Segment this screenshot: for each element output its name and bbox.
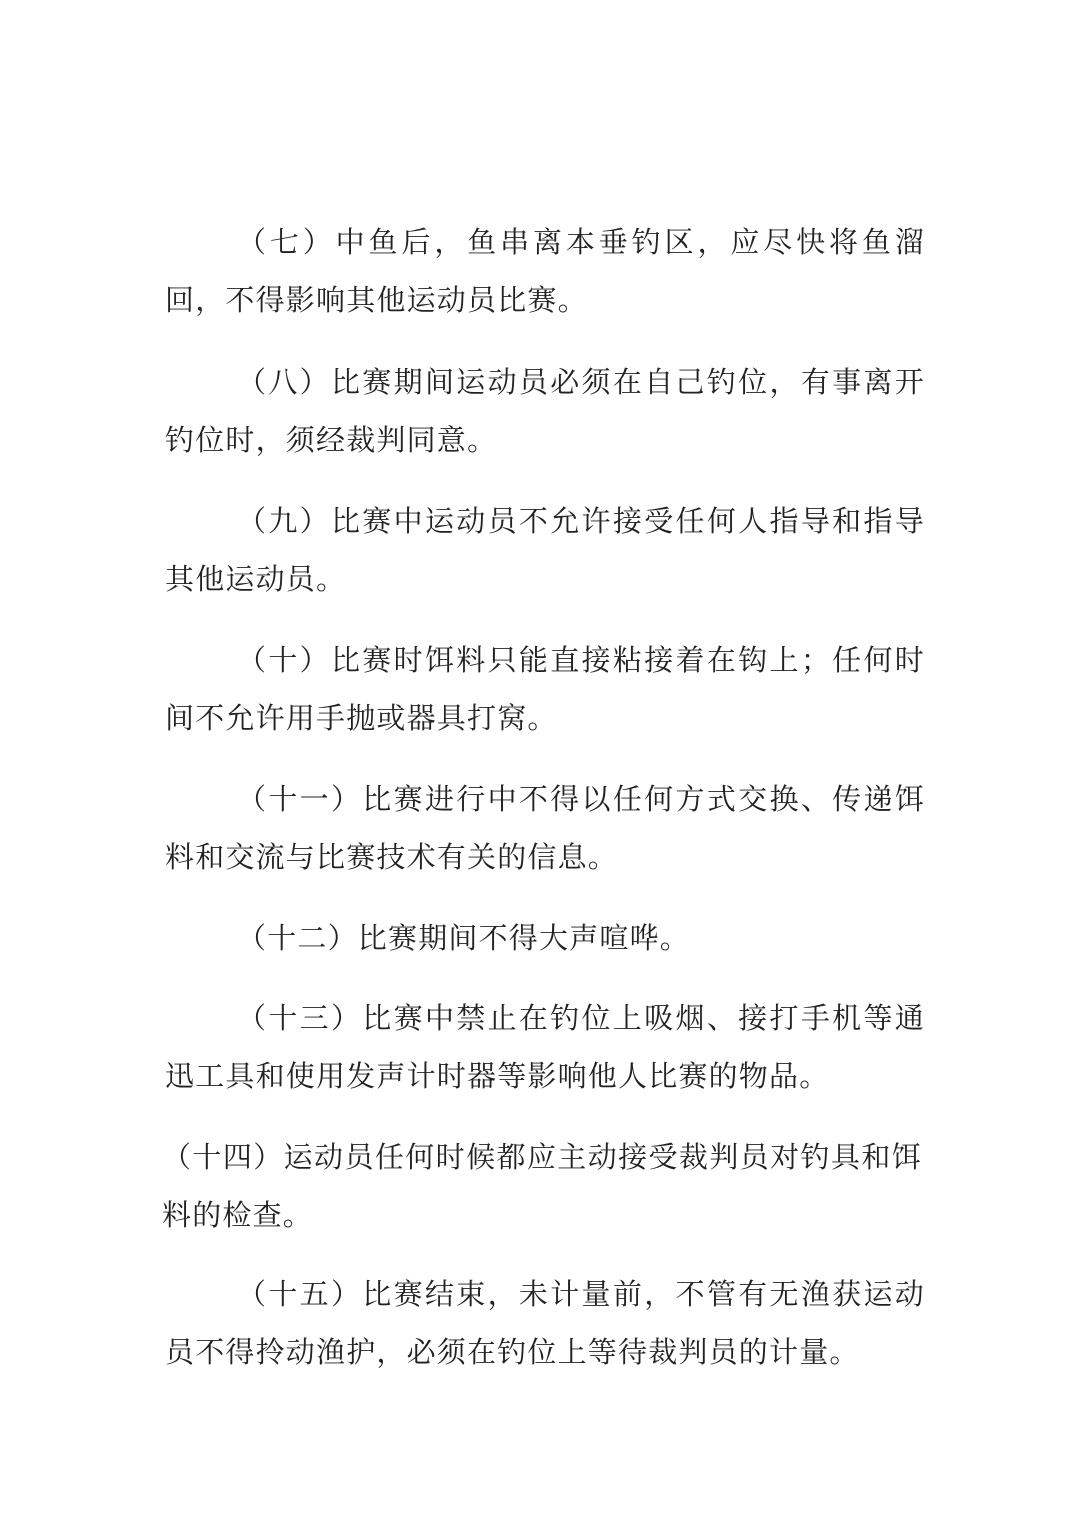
rule-paragraph-8: （八）比赛期间运动员必须在自己钓位，有事离开钓位时，须经裁判同意。 (165, 365, 925, 457)
rule-paragraph-12: （十二）比赛期间不得大声喧哗。 (237, 921, 691, 955)
rule-paragraph-15: （十五）比赛结束，未计量前，不管有无渔获运动员不得拎动渔护，必须在钓位上等待裁判员的计量。 (165, 1277, 925, 1369)
rule-paragraph-13: （十三）比赛中禁止在钓位上吸烟、接打手机等通迅工具和使用发声计时器等影响他人比赛的物品。 (165, 1001, 925, 1093)
rule-paragraph-14: （十四）运动员任何时候都应主动接受裁判员对钓具和饵料的检查。 (162, 1140, 922, 1232)
rule-paragraph-9: （九）比赛中运动员不允许接受任何人指导和指导其他运动员。 (165, 504, 925, 596)
rule-paragraph-10: （十）比赛时饵料只能直接粘接着在钩上；任何时间不允许用手抛或器具打窝。 (165, 643, 925, 735)
rule-paragraph-7: （七）中鱼后，鱼串离本垂钓区，应尽快将鱼溜回，不得影响其他运动员比赛。 (165, 225, 925, 317)
rule-paragraph-11: （十一）比赛进行中不得以任何方式交换、传递饵料和交流与比赛技术有关的信息。 (165, 782, 925, 874)
